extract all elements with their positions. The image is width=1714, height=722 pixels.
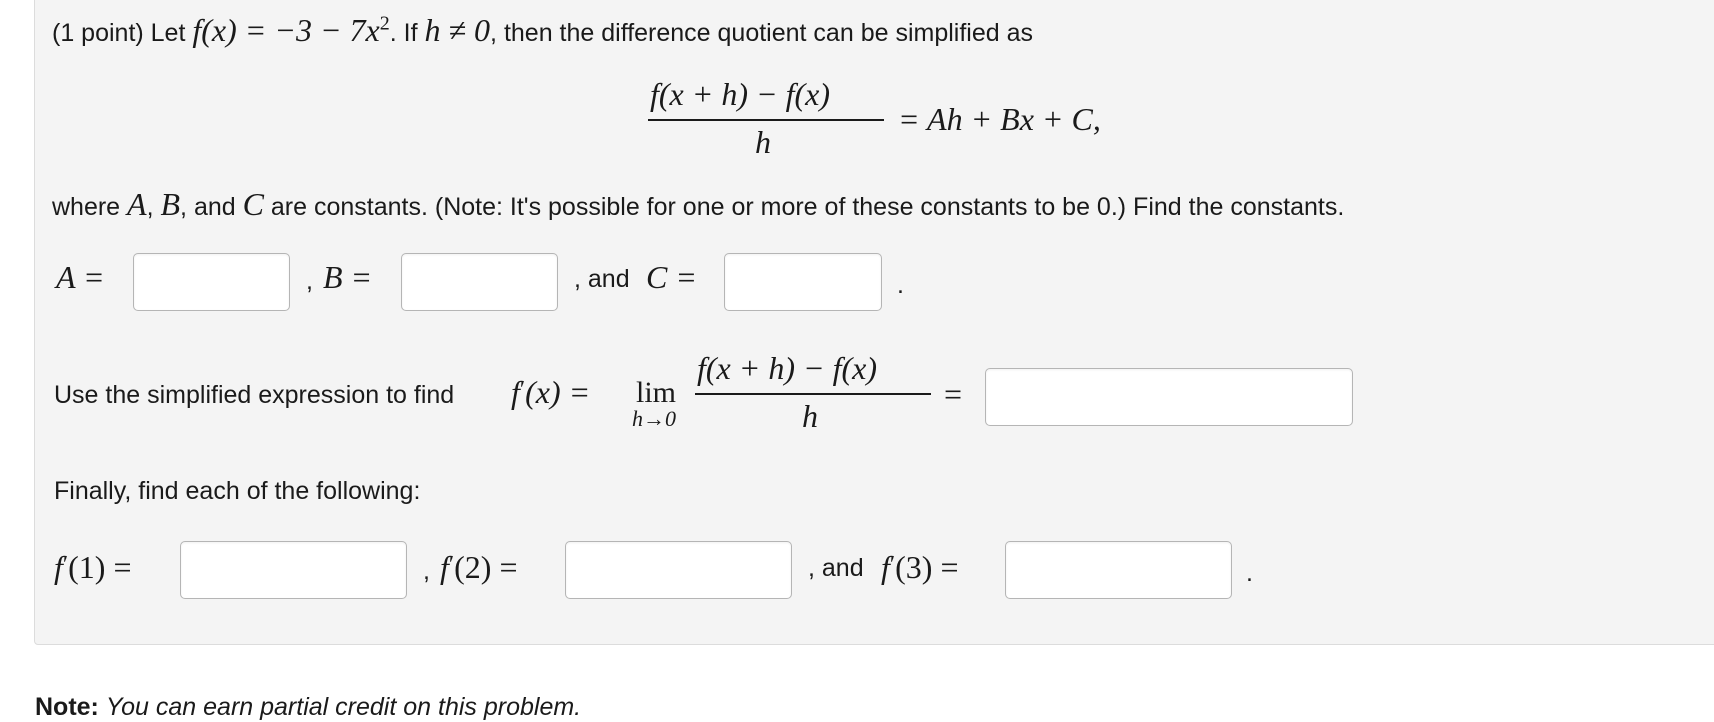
limit-subscript: h→0 (632, 406, 676, 431)
and-text: , and (180, 193, 243, 221)
points-text: (1 point) Let (52, 19, 193, 47)
constants-note: are constants. (Note: It's possible for one or more of these constants to be 0.) Find the constants. (263, 193, 1345, 221)
f-symbol: f (881, 549, 890, 585)
f-prime-1-label (54, 549, 132, 585)
f-prime-1-arg: (1) = (68, 549, 132, 585)
function-definition (192, 12, 389, 48)
exponent: 2 (379, 12, 390, 35)
prime-symbol: ′ (519, 377, 526, 403)
where-line (52, 186, 1344, 222)
prime-symbol: ′ (448, 552, 455, 578)
a-label: A = (56, 259, 105, 295)
b-input[interactable] (401, 253, 558, 311)
note-label: Note: (35, 693, 99, 721)
f-prime-2-arg: (2) = (454, 549, 518, 585)
function-definition-text: f(x) = −3 − 7x (192, 12, 380, 48)
fraction-bar (648, 119, 884, 121)
f-symbol: f (54, 549, 63, 585)
row-end-period: . (897, 271, 904, 299)
where-text: where (52, 193, 128, 221)
difference-quotient-rhs: = Ah + Bx + C, (898, 101, 1101, 137)
limit-equals: = (944, 376, 963, 412)
f-prime-2-input[interactable] (565, 541, 792, 599)
c-input[interactable] (724, 253, 882, 311)
f-prime-2-label (440, 549, 518, 585)
partial-credit-note (35, 692, 581, 722)
const-a-symbol: A (127, 186, 147, 222)
f-prime-3-arg: (3) = (895, 549, 959, 585)
h-condition: h ≠ 0 (424, 12, 491, 48)
difference-quotient-denominator: h (755, 124, 771, 160)
b-separator: , (306, 267, 313, 295)
values-row-end: . (1246, 559, 1253, 587)
const-c-symbol: C (242, 186, 264, 222)
derivative-prefix: Use the simplified expression to find (54, 381, 455, 409)
limit-numerator: f(x + h) − f(x) (697, 350, 877, 386)
prime-symbol: ′ (889, 552, 896, 578)
f-symbol: f (440, 549, 449, 585)
note-text: You can earn partial credit on this problem. (105, 693, 582, 721)
const-b-symbol: B (160, 186, 181, 222)
separator-1: , (423, 557, 430, 585)
limit-fraction-bar (695, 393, 931, 395)
f-prime-x-label (511, 374, 590, 410)
separator-2: , and (808, 554, 864, 582)
b-label: B = (323, 259, 373, 295)
f-symbol: f (511, 374, 520, 410)
prime-symbol: ′ (62, 552, 69, 578)
f-prime-1-input[interactable] (180, 541, 407, 599)
problem-intro (52, 12, 1033, 48)
c-label: C = (646, 259, 697, 295)
f-prime-arg: (x) = (525, 374, 591, 410)
a-input[interactable] (133, 253, 290, 311)
f-prime-x-input[interactable] (985, 368, 1353, 426)
intro-mid: . If (389, 19, 425, 47)
f-prime-3-input[interactable] (1005, 541, 1232, 599)
comma: , (146, 193, 161, 221)
limit-denominator: h (802, 398, 818, 434)
f-prime-3-label (881, 549, 959, 585)
c-separator: , and (574, 265, 630, 293)
limit-operator: lim (636, 376, 677, 409)
difference-quotient-numerator: f(x + h) − f(x) (650, 76, 830, 112)
intro-tail: , then the difference quotient can be simplified as (490, 19, 1033, 47)
finally-text: Finally, find each of the following: (54, 477, 421, 505)
